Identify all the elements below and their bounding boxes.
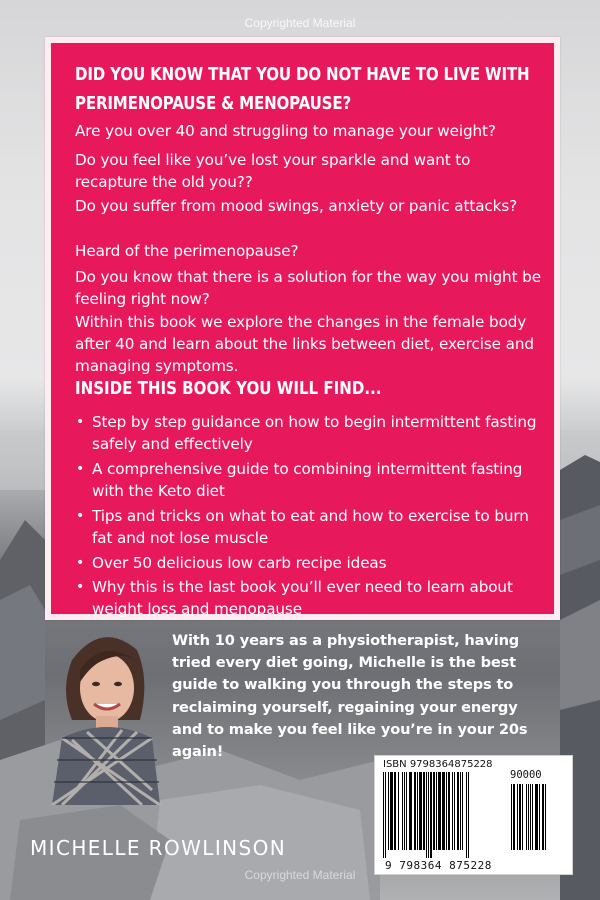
barcode-bar bbox=[428, 772, 429, 858]
barcode-bars bbox=[383, 772, 505, 858]
barcode-bar bbox=[532, 784, 533, 850]
barcode-bar bbox=[446, 772, 447, 850]
bullet-marker: • bbox=[76, 461, 85, 477]
bullet-marker: • bbox=[76, 414, 85, 430]
barcode-bar bbox=[513, 784, 515, 850]
price-code: 90000 bbox=[510, 769, 542, 781]
description-panel bbox=[45, 37, 560, 620]
isbn-label: ISBN 9798364875228 bbox=[383, 759, 493, 770]
barcode-bar bbox=[528, 784, 529, 850]
book-summary: Within this book we explore the changes in the female body after 40 and learn about the links between diet, exercise and managing symptoms. bbox=[75, 313, 534, 375]
barcode-bar bbox=[390, 772, 393, 850]
barcode-bar bbox=[460, 772, 461, 850]
headline-line-1: DID YOU KNOW THAT YOU DO NOT HAVE TO LIVE WITH bbox=[75, 65, 530, 85]
author-photo bbox=[32, 620, 172, 805]
barcode-bar bbox=[545, 784, 546, 850]
barcode-bar bbox=[383, 772, 384, 858]
list-item-text: Over 50 delicious low carb recipe ideas bbox=[92, 554, 387, 572]
barcode-bar bbox=[430, 772, 432, 858]
barcode-bar bbox=[526, 784, 527, 850]
barcode-bar bbox=[452, 772, 453, 850]
barcode-bar bbox=[436, 772, 437, 850]
copyright-watermark-top: Copyrighted Material bbox=[244, 16, 356, 30]
list-item bbox=[73, 576, 543, 620]
barcode-bar bbox=[398, 772, 399, 850]
barcode-bar bbox=[468, 772, 469, 858]
list-item bbox=[73, 505, 543, 549]
barcode-bar bbox=[406, 772, 407, 850]
barcode-bar bbox=[542, 784, 544, 850]
barcode-bar bbox=[423, 772, 425, 850]
question-perimenopause: Heard of the perimenopause? bbox=[75, 242, 299, 260]
barcode-bar bbox=[530, 784, 531, 850]
list-item-text: Tips and tricks on what to eat and how to exercise to burn fat and not lose muscle bbox=[92, 507, 529, 547]
barcode-bar bbox=[394, 772, 396, 850]
barcode-bar bbox=[409, 772, 412, 850]
author-name: MICHELLE ROWLINSON bbox=[30, 836, 287, 860]
barcode-bar bbox=[426, 772, 427, 858]
barcode-bar bbox=[539, 784, 540, 850]
list-item-text: Step by step guidance on how to begin intermittent fasting safely and effectively bbox=[92, 413, 537, 453]
isbn-barcode bbox=[374, 755, 573, 875]
headline bbox=[75, 61, 539, 119]
list-item bbox=[73, 458, 543, 502]
barcode-bar bbox=[517, 784, 518, 850]
barcode-bar bbox=[442, 772, 445, 850]
list-item-text: A comprehensive guide to combining intermittent fasting with the Keto diet bbox=[92, 460, 523, 500]
question-mood-swings: Do you suffer from mood swings, anxiety or panic attacks? bbox=[75, 197, 518, 215]
barcode-bar bbox=[462, 772, 463, 850]
question-weight: Are you over 40 and struggling to manage your weight? bbox=[75, 122, 496, 140]
barcode-bar bbox=[457, 772, 459, 850]
list-item-text: Why this is the last book you’ll ever need to learn about weight loss and menopause bbox=[92, 578, 513, 618]
inside-book-heading: INSIDE THIS BOOK YOU WILL FIND... bbox=[75, 379, 382, 399]
copyright-watermark-bottom: Copyrighted Material bbox=[244, 868, 356, 882]
bullet-marker: • bbox=[76, 508, 85, 524]
barcode-bar bbox=[466, 772, 467, 858]
barcode-bar bbox=[417, 772, 418, 850]
headline-line-2: PERIMENOPAUSE & MENOPAUSE? bbox=[75, 94, 352, 114]
barcode-bar bbox=[419, 772, 422, 850]
barcode-bar bbox=[522, 784, 523, 850]
barcode-bar bbox=[388, 772, 389, 850]
barcode-bar bbox=[535, 784, 538, 850]
list-item bbox=[73, 552, 543, 574]
barcode-digits: 9 798364 875228 bbox=[385, 859, 492, 872]
barcode-bar bbox=[404, 772, 405, 850]
list-item bbox=[73, 411, 543, 455]
barcode-bar bbox=[433, 772, 435, 850]
barcode-bar bbox=[448, 772, 450, 850]
barcode-bar bbox=[385, 772, 386, 858]
barcode-bar bbox=[519, 784, 521, 850]
barcode-addon-bars bbox=[511, 784, 563, 858]
bullet-marker: • bbox=[76, 555, 85, 571]
barcode-bar bbox=[454, 772, 455, 850]
barcode-bar bbox=[402, 772, 403, 850]
barcode-bar bbox=[438, 772, 441, 850]
question-sparkle: Do you feel like you’ve lost your sparkle and want to recapture the old you?? bbox=[75, 151, 471, 191]
bullet-marker: • bbox=[76, 579, 85, 595]
barcode-bar bbox=[511, 784, 512, 850]
question-solution: Do you know that there is a solution for the way you might be feeling right now? bbox=[75, 268, 541, 308]
barcode-bar bbox=[414, 772, 416, 850]
author-bio: With 10 years as a physiotherapist, having tried every diet going, Michelle is the best guide to walking you through the steps to reclaiming yourself, regaining your energy and to make you feel like you’re in your 20s again! bbox=[172, 632, 528, 761]
